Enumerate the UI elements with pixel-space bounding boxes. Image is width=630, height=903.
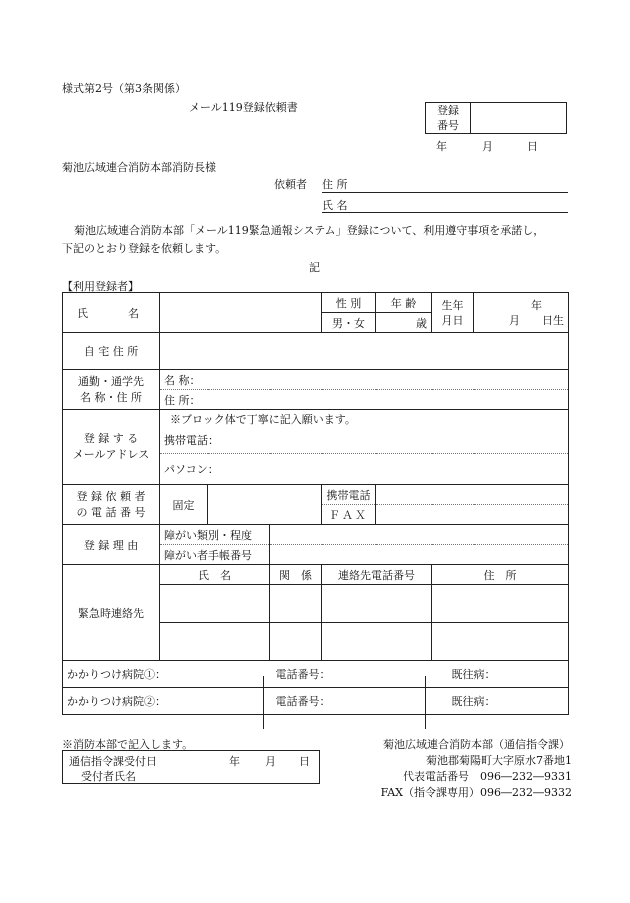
emergency-address-2[interactable] [432, 623, 569, 661]
receiver-label: 受付者氏名 [81, 770, 136, 783]
name-field[interactable] [160, 293, 322, 333]
disability-book-field[interactable] [270, 545, 569, 565]
registration-number-label: 登録番号 [426, 103, 471, 134]
office-use-box [62, 750, 320, 784]
requester-address-label: 住 所 [322, 178, 348, 191]
disability-type-field[interactable] [270, 525, 569, 545]
ki-label: 記 [309, 261, 320, 274]
emergency-phone-2[interactable] [322, 623, 432, 661]
date-day-label: 日 [527, 140, 538, 153]
form-title: メール119登録依頼書 [189, 101, 298, 114]
home-address-label: 自 宅 住 所 [63, 333, 160, 370]
received-day-label: 日 [299, 755, 310, 768]
emergency-header-name: 氏 名 [160, 565, 270, 585]
disability-book-label: 障がい者手帳番号 [160, 545, 270, 565]
hospital-1-disease[interactable]: 既往病： [432, 661, 569, 688]
emergency-name-1[interactable] [160, 585, 270, 623]
work-address-field[interactable]: 住 所： [160, 390, 569, 410]
work-name-field[interactable]: 名 称： [160, 370, 569, 390]
received-date-label: 通信指令課受付日 [69, 755, 157, 768]
received-month-label: 月 [265, 755, 276, 768]
emergency-address-1[interactable] [432, 585, 569, 623]
received-year-label: 年 [229, 755, 240, 768]
org-phone: 代表電話番号 096―232―9331 [403, 770, 572, 783]
sex-label: 性 別 [322, 293, 376, 313]
fax-field[interactable] [376, 505, 569, 525]
cellphone-label: 携帯電話 [322, 485, 376, 505]
org-address: 菊池郡菊陽町大字原水7番地1 [426, 754, 572, 767]
birth-label: 生年 月日 [432, 293, 474, 333]
cellphone-field[interactable] [376, 485, 569, 505]
org-fax: FAX（指令課専用）096―232―9332 [380, 786, 572, 799]
hospital-1-phone[interactable]: 電話番号： [270, 661, 432, 688]
emergency-phone-1[interactable] [322, 585, 432, 623]
mobile-email-field[interactable]: 携帯電話： [160, 427, 569, 454]
age-field[interactable]: 歳 [376, 313, 432, 333]
emergency-relation-1[interactable] [270, 585, 322, 623]
email-note: ※ブロック体で丁寧に記入願います。 [160, 410, 569, 428]
org-name: 菊池広域連合消防本部（通信指令課） [383, 738, 570, 751]
emergency-header-address: 住 所 [432, 565, 569, 585]
disability-type-label: 障がい類別・程度 [160, 525, 270, 545]
emergency-header-relation: 関 係 [270, 565, 322, 585]
registration-number-field[interactable] [471, 103, 567, 134]
pc-email-field[interactable]: パソコン： [160, 454, 569, 485]
emergency-label: 緊急時連絡先 [63, 565, 160, 661]
date-year-label: 年 [436, 140, 447, 153]
date-month-label: 月 [482, 140, 493, 153]
section-label: 【利用登録者】 [62, 280, 139, 293]
work-label: 通勤・通学先 名 称・住 所 [63, 370, 160, 410]
age-label: 年 齢 [376, 293, 432, 313]
office-note: ※消防本部で記入します。 [62, 738, 194, 751]
addressee: 菊池広域連合消防本部消防長様 [62, 161, 216, 174]
requester-label: 依頼者 [274, 178, 307, 191]
emergency-name-2[interactable] [160, 623, 270, 661]
hospital-2-field[interactable]: かかりつけ病院②： [63, 688, 270, 715]
requester-name-label: 氏 名 [322, 199, 348, 212]
intro-line-2: 下記のとおり登録を依頼します。 [62, 242, 227, 255]
fax-label: ＦＡＸ [322, 505, 376, 525]
hospital-divider-2 [425, 676, 426, 729]
birth-date-field[interactable]: 年 月 日生 [474, 293, 569, 333]
landline-label: 固定 [160, 485, 208, 525]
email-label: 登 録 す る メールアドレス [63, 410, 160, 485]
emergency-header-phone: 連絡先電話番号 [322, 565, 432, 585]
reason-label: 登 録 理 由 [63, 525, 160, 565]
requester-address-line[interactable] [322, 192, 568, 193]
hospital-2-phone[interactable]: 電話番号： [270, 688, 432, 715]
hospital-1-field[interactable]: かかりつけ病院①： [63, 661, 270, 688]
sex-options[interactable]: 男・女 [322, 313, 376, 333]
name-label: 氏 名 [63, 293, 160, 333]
landline-field[interactable] [208, 485, 322, 525]
home-address-field[interactable] [160, 333, 569, 370]
registration-table [62, 292, 569, 715]
requester-name-line[interactable] [322, 212, 568, 213]
emergency-relation-2[interactable] [270, 623, 322, 661]
hospital-divider-1 [263, 676, 264, 729]
form-number: 様式第2号（第3条関係） [62, 82, 186, 95]
phone-label: 登 録 依 頼 者 の 電 話 番 号 [63, 485, 160, 525]
intro-line-1: 菊池広域連合消防本部「メール119緊急通報システム」登録について、利用遵守事項を承諾し， [74, 224, 545, 237]
hospital-2-disease[interactable]: 既往病： [432, 688, 569, 715]
